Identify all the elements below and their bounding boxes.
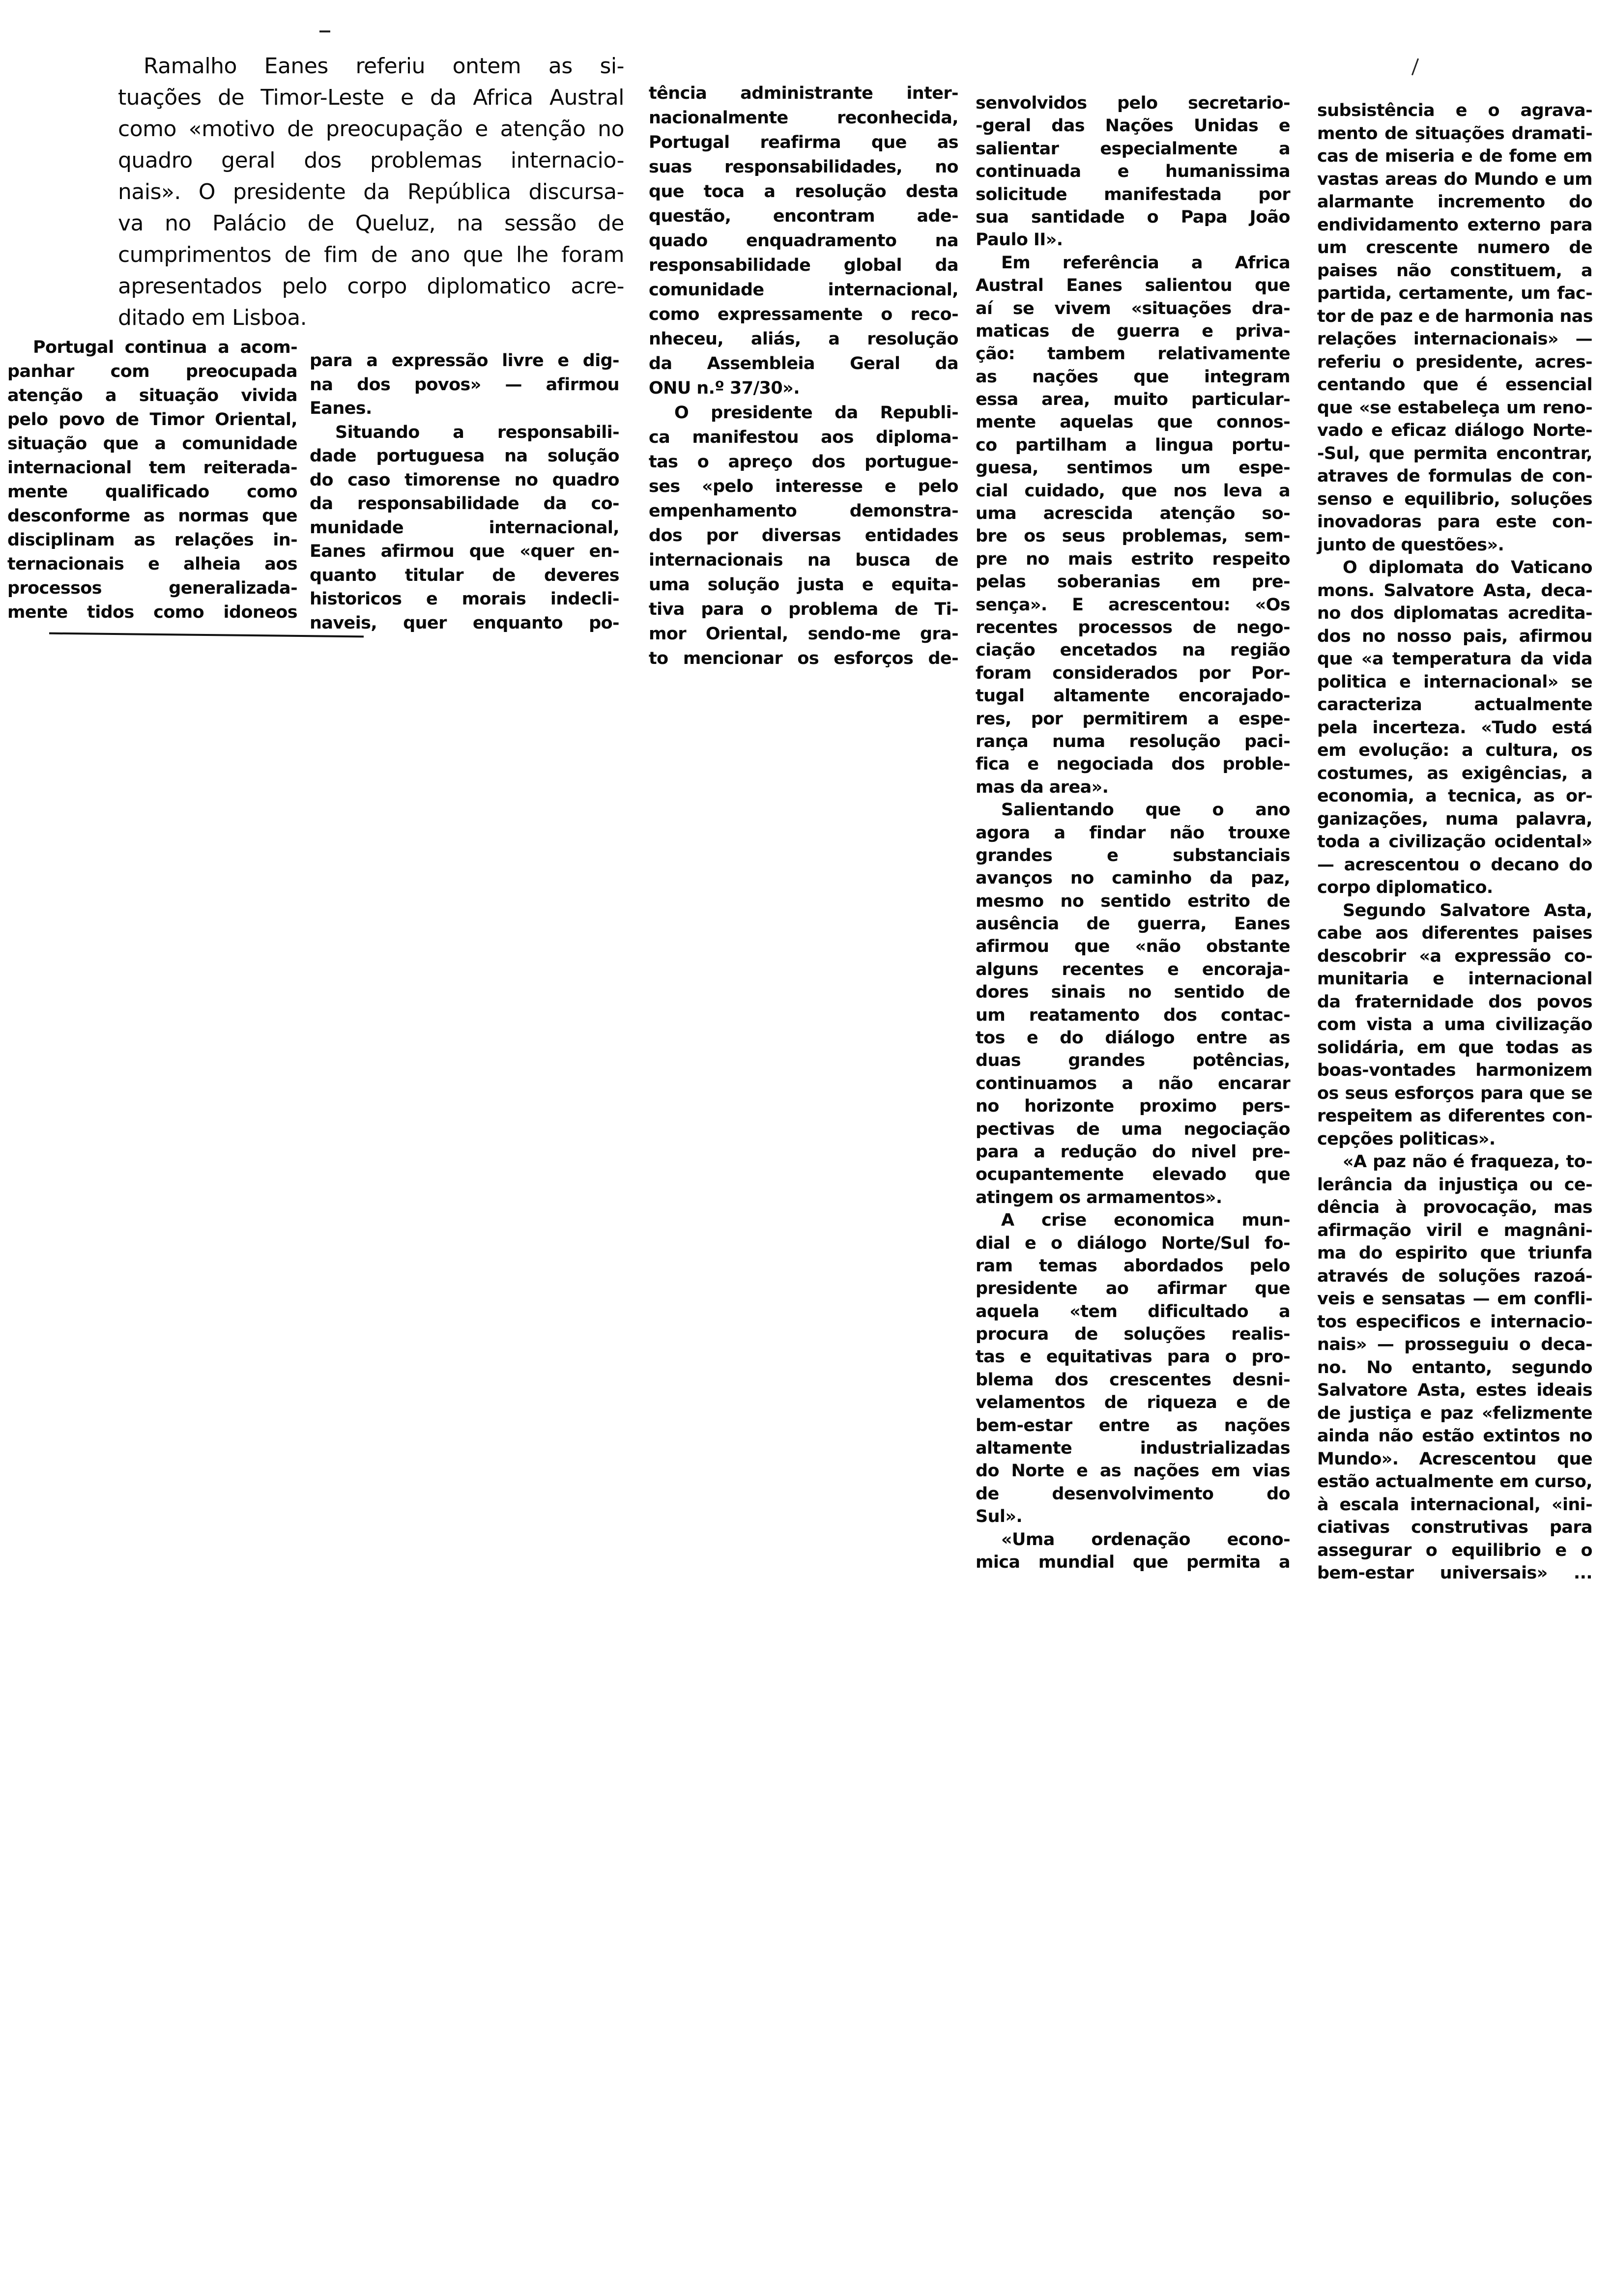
article-column-2 [310,349,619,635]
text-line: dade portuguesa na solução [310,446,619,466]
text-line: cumprimentos de fim de ano que lhe foram [118,242,624,267]
text-line: apresentados pelo corpo diplomatico acre- [118,274,624,299]
text-line: ausência de guerra, Eanes [976,914,1290,934]
text-line: veis e sensatas — em confli- [1317,1289,1592,1309]
text-line: nheceu, aliás, a resolução [649,329,958,349]
text-line: da responsabilidade da co- [310,494,619,514]
text-line: tas e equitativas para o pro- [976,1347,1290,1367]
text-line: ram temas abordados pelo [976,1256,1290,1276]
text-line: co partilham a lingua portu- [976,435,1290,455]
text-line: Situando a responsabili- [335,422,619,442]
text-line: uma acrescida atenção so- [976,504,1290,524]
text-line: questão, encontram ade- [649,206,958,226]
article-column-5 [1317,99,1592,1585]
text-line: do caso timorense no quadro [310,470,619,490]
text-line: tuações de Timor-Leste e da Africa Austral [118,85,624,110]
text-line: alguns recentes e encoraja- [976,959,1290,979]
text-line: — acrescentou o decano do [1317,855,1592,875]
text-line: internacionais na busca de [649,550,958,570]
text-line: ma do espirito que triunfa [1317,1243,1592,1263]
text-line: dência à provocação, mas [1317,1198,1592,1217]
text-line: na dos povos» — afirmou [310,374,619,395]
text-line: solicitude manifestada por [976,184,1290,204]
text-line: altamente industrializadas [976,1438,1290,1459]
text-line: ca manifestou aos diploma- [649,428,958,447]
text-line: duas grandes potências, [976,1051,1290,1071]
text-line: continuada e humanissima [976,162,1290,182]
text-line: velamentos de riqueza e de [976,1393,1290,1413]
text-line: cepções politicas». [1317,1129,1496,1149]
text-line: mente aquelas que connos- [976,412,1290,432]
text-line: com vista a uma civilização [1317,1015,1592,1034]
text-line: vastas areas do Mundo e um [1317,169,1592,189]
article-lead [118,51,624,334]
text-line: subsistência e o agrava- [1317,101,1592,120]
text-line: costumes, as exigências, a [1317,763,1592,783]
text-line: senvolvidos pelo secretario- [976,93,1290,113]
text-line: nacionalmente reconhecida, [649,108,958,128]
text-line: Paulo II». [976,230,1063,250]
text-line: comunidade internacional, [649,280,958,300]
text-line: no dos diplomatas acredita- [1317,603,1592,623]
text-line: que «a temperatura da vida [1317,649,1592,669]
text-line: avanços no caminho da paz, [976,868,1290,889]
text-line: ONU n.º 37/30». [649,378,800,398]
text-line: sua santidade o Papa João [976,207,1290,227]
text-line: procura de soluções realis- [976,1324,1290,1345]
scan-mark [319,30,330,32]
text-line: Em referência a Africa [1001,253,1290,273]
text-line: processos generalizada- [7,578,297,598]
text-line: assegurar o equilibrio e o [1317,1540,1592,1560]
text-line: mente qualificado como [7,482,297,502]
text-line: pela incerteza. «Tudo está [1317,718,1592,738]
text-line: Mundo». Acrescentou que [1317,1449,1592,1469]
text-line: dos no nosso pais, afirmou [1317,626,1592,646]
text-line: aquela «tem dificultado a [976,1301,1290,1321]
text-line: de justiça e paz «felizmente [1317,1403,1592,1423]
article-column-4 [976,92,1290,1574]
text-line: respeitem as diferentes con- [1317,1106,1592,1126]
text-line: pectivas de uma negociação [976,1119,1290,1139]
text-line: tas o apreço dos portugue- [649,452,958,472]
text-line: economia, a tecnica, as or- [1317,786,1592,806]
text-line: Portugal reafirma que as [649,133,958,152]
text-line: -Sul, que permita encontrar, [1317,443,1592,463]
text-line: Portugal continua a acom- [33,338,297,357]
text-line: essa area, muito particular- [976,390,1290,410]
text-line: do Norte e as nações em vias [976,1461,1290,1481]
text-line: para a redução do nivel pre- [976,1142,1290,1162]
text-line: mento de situações dramati- [1317,123,1592,144]
text-line: blema dos crescentes desni- [976,1370,1290,1390]
text-line: tiva para o problema de Ti- [649,600,958,619]
text-line: mente tidos como idoneos [7,603,297,622]
text-line: relações internacionais» — [1317,329,1592,349]
text-line: empenhamento demonstra- [649,501,958,521]
text-line: junto de questões». [1317,535,1504,555]
text-line: de desenvolvimento do [976,1484,1290,1504]
text-line: mesmo no sentido estrito de [976,891,1290,911]
text-line: ciação encetados na região [976,640,1290,660]
text-line: res, por permitirem a espe- [976,709,1290,729]
text-line: à escala internacional, «ini- [1317,1494,1592,1515]
text-line: ditado em Lisboa. [118,305,307,330]
text-line: pelo povo de Timor Oriental, [7,410,297,430]
text-line: «Uma ordenação econo- [1001,1529,1290,1550]
text-line: no. No entanto, segundo [1317,1357,1592,1378]
text-line: os seus esforços para que se [1317,1083,1592,1103]
text-line: politica e internacional» se [1317,672,1592,692]
text-line: corpo diplomatico. [1317,878,1493,897]
text-line: quanto titular de deveres [310,565,619,585]
text-line: senso e equilibrio, soluções [1317,489,1592,509]
text-line: munidade internacional, [310,517,619,538]
text-line: Eanes afirmou que «quer en- [310,542,619,561]
text-line: fica e negociada dos proble- [976,754,1290,775]
text-line: tugal altamente encorajado- [976,686,1290,706]
text-line: cas de miseria e de fome em [1317,146,1592,166]
text-line: grandes e substanciais [976,845,1290,865]
text-line: da fraternidade dos povos [1317,992,1592,1012]
text-line: um crescente numero de [1317,238,1592,258]
text-line: aí se vivem «situações dra- [976,298,1290,318]
text-line: pre no mais estrito respeito [976,549,1290,569]
text-line: responsabilidade global da [649,256,958,275]
text-line: Sul». [976,1507,1023,1527]
article-column-1 [7,336,297,625]
text-line: em evolução: a cultura, os [1317,741,1592,760]
text-line: dial e o diálogo Norte/Sul fo- [976,1233,1290,1253]
text-line: bem-estar universais» ... [1317,1563,1592,1583]
text-line: cabe aos diferentes paises [1317,923,1592,943]
text-line: tos e do diálogo entre as [976,1028,1290,1048]
text-line: va no Palácio de Queluz, na sessão de [118,211,624,236]
text-line: tos especificos e internacio- [1317,1312,1592,1332]
text-line: recentes processos de nego- [976,617,1290,637]
text-line: como «motivo de preocupação e atenção no [118,116,624,142]
text-line: nais» — prosseguiu o deca- [1317,1335,1592,1354]
text-line: nais». O presidente da República discursa- [118,179,624,204]
text-line: atenção a situação vivida [7,386,297,405]
text-line: ses «pelo interesse e pelo [649,477,958,496]
text-line: inovadoras para este con- [1317,512,1592,532]
text-line: naveis, quer enquanto po- [310,613,619,633]
text-line: para a expressão livre e dig- [310,351,619,371]
text-line: ainda não estão extintos no [1317,1426,1592,1446]
text-line: toda a civilização ocidental» [1317,832,1592,852]
text-line: quado enquadramento na [649,231,958,251]
text-line: guesa, sentimos um espe- [976,458,1290,478]
text-line: O presidente da Republi- [674,403,958,423]
text-line: vado e eficaz diálogo Norte- [1317,421,1592,440]
text-line: afirmou que «não obstante [976,937,1290,957]
text-line: Ramalho Eanes referiu ontem as si- [144,54,624,79]
text-line: solidária, em que todas as [1317,1037,1592,1058]
text-line: internacional tem reiterada- [7,458,297,478]
article-column-3 [649,81,958,671]
text-line: tor de paz e de harmonia nas [1317,306,1593,326]
text-line: situação que a comunidade [7,434,297,454]
text-line: partida, certamente, um fac- [1317,284,1592,303]
text-line: um reatamento dos contac- [976,1005,1290,1025]
text-line: bem-estar entre as nações [976,1415,1290,1435]
text-line: ternacionais e alheia aos [7,554,297,574]
scan-mark [1411,58,1419,76]
text-line: panhar com preocupada [7,362,297,381]
text-line: as nações que integram [976,367,1290,387]
text-line: salientar especialmente a [976,139,1290,159]
text-line: referiu o presidente, acres- [1317,352,1592,372]
text-line: disciplinam as relações in- [7,530,297,550]
text-line: agora a findar não trouxe [976,823,1290,843]
text-line: Segundo Salvatore Asta, [1343,900,1592,920]
text-line: uma solução justa e equita- [649,575,958,595]
text-line: continuamos a não encarar [976,1073,1290,1093]
text-line: desconforme as normas que [7,506,297,526]
text-line: mor Oriental, sendo-me gra- [649,624,958,644]
text-line: através de soluções razoá- [1317,1266,1592,1286]
text-line: A crise economica mun- [1001,1210,1290,1231]
text-line: que toca a resolução desta [649,182,958,201]
text-line: paises não constituem, a [1317,260,1592,281]
text-line: ciativas construtivas para [1317,1518,1592,1537]
text-line: Salientando que o ano [1001,800,1290,820]
text-line: ção: tambem relativamente [976,344,1290,364]
text-line: O diplomata do Vaticano [1343,558,1592,577]
text-line: cial cuidado, que nos leva a [976,481,1290,501]
text-line: centando que é essencial [1317,375,1592,395]
text-line: Eanes. [310,399,372,418]
text-line: afirmação viril e magnâni- [1317,1220,1592,1240]
text-line: historicos e morais indecli- [310,589,619,609]
text-line: da Assembleia Geral da [649,354,958,373]
text-line: quadro geral dos problemas internacio- [118,148,624,173]
text-line: ocupantemente elevado que [976,1165,1290,1185]
text-line: atingem os armamentos». [976,1187,1222,1207]
text-line: to mencionar os esforços de- [649,649,958,668]
text-line: -geral das Nações Unidas e [976,116,1290,136]
text-line: maticas de guerra e priva- [976,321,1290,341]
text-line: lerância da injustiça ou ce- [1317,1175,1592,1195]
text-line: Salvatore Asta, estes ideais [1317,1380,1592,1400]
text-line: suas responsabilidades, no [649,157,958,177]
text-line: sença». E acrescentou: «Os [976,595,1290,615]
text-line: no horizonte proximo pers- [976,1096,1290,1117]
text-line: endividamento externo para [1317,215,1592,235]
text-line: caracteriza actualmente [1317,695,1592,715]
text-line: pelas soberanias em pre- [976,572,1290,592]
text-line: dores sinais no sentido de [976,982,1290,1003]
text-line: rança numa resolução paci- [976,731,1290,751]
text-line: alarmante incremento do [1317,192,1592,212]
text-line: boas-vontades harmonizem [1317,1061,1592,1080]
text-line: «A paz não é fraqueza, to- [1343,1152,1592,1172]
text-line: que «se estabeleça um reno- [1317,398,1592,418]
text-line: descobrir «a expressão co- [1317,946,1592,966]
text-line: mas da area». [976,777,1109,797]
text-line: mons. Salvatore Asta, deca- [1317,580,1592,601]
text-line: presidente ao afirmar que [976,1279,1290,1299]
text-line: bre os seus problemas, sem- [976,526,1290,546]
text-line: estão actualmente em curso, [1317,1472,1592,1492]
text-line: ganizações, numa palavra, [1317,809,1592,829]
text-line: foram considerados por Por- [976,663,1290,683]
text-line: dos por diversas entidades [649,526,958,545]
text-line: como expressamente o reco- [649,305,958,324]
text-line: Austral Eanes salientou que [976,276,1290,296]
text-line: mica mundial que permita a [976,1552,1290,1572]
text-line: atraves de formulas de con- [1317,466,1592,486]
text-line: munitaria e internacional [1317,969,1592,989]
text-line: tência administrante inter- [649,84,958,103]
